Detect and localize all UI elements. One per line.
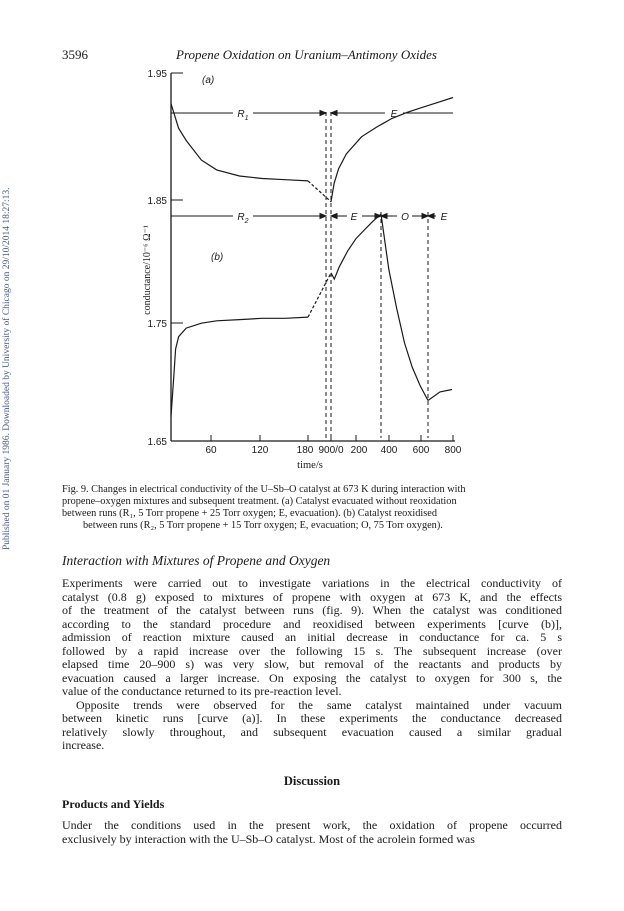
discussion-heading: Discussion <box>283 774 341 788</box>
y-tick-label: 1.65 <box>147 437 167 448</box>
x-tick-label: 60 <box>205 445 217 456</box>
curve-b-segment <box>171 317 308 416</box>
x-tick-label: 180 <box>296 445 314 456</box>
curve-b-segment <box>331 214 381 279</box>
phase-label-r2: $R_2$ <box>237 212 249 225</box>
text-line: Experiments were carried out to investigate variations in the electrical conductivity of <box>62 577 562 590</box>
section-heading: Interaction with Mixtures of Propene and Oxygen <box>62 553 331 568</box>
y-tick-label: 1.95 <box>147 69 167 80</box>
y-tick-label: 1.85 <box>147 196 167 207</box>
x-tick-label: 900/0 <box>318 445 344 456</box>
text-line: Under the conditions used in the present work, the oxidation of propene occurred <box>62 819 562 832</box>
text-line: followed by a rapid increase over the following 15 s. The subsequent increase (over <box>62 644 562 658</box>
x-axis-label: time/s <box>297 460 323 471</box>
x-tick-label: 200 <box>350 445 368 456</box>
x-tick-label: 800 <box>444 445 462 456</box>
x-ticks <box>211 435 453 441</box>
x-tick-label: 120 <box>251 445 269 456</box>
text-line: exclusively by interaction with the U–Sb–O catalyst. Most of the acrolein formed was <box>62 832 475 846</box>
phase-label-e: E <box>390 109 398 120</box>
text-line: value of the conductance returned to its pre-reaction level. <box>62 685 342 698</box>
phase-label-e-b1: E <box>350 212 358 223</box>
curve-b-segment <box>381 214 428 400</box>
phase-label-r1: $R_1$ <box>237 109 249 122</box>
y-axis-label: conductance/10⁻⁶ Ω⁻¹ <box>142 225 153 315</box>
figure-caption <box>62 484 562 532</box>
text-line: relatively slowly throughout, and subsequent evacuation caused a similar gradual <box>62 725 562 739</box>
text-line: between kinetic runs [curve (a)]. In these experiments the conductance decreased <box>62 712 562 725</box>
panel-a-label: (a) <box>202 75 215 86</box>
text-line: according to the standard procedure and reoxidised between experiments [curve (b)], <box>62 617 562 631</box>
x-tick-label: 600 <box>412 445 430 456</box>
text-line: increase. <box>62 739 105 752</box>
curve-a-segment <box>308 181 331 202</box>
text-line: evacuation caused a larger increase. On exposing the catalyst to oxygen for 300 s, the <box>62 671 562 685</box>
y-tick-label: 1.75 <box>147 319 167 330</box>
caption-line: propene–oxygen mixtures and subsequent treatment. (a) Catalyst evacuated without reoxidation <box>62 496 457 507</box>
section-body <box>62 577 562 753</box>
phase-guide-lines <box>326 112 428 438</box>
text-line: elapsed time 20–900 s) was very slow, but removal of the reactants and products by <box>62 658 562 671</box>
phase-label-o: O <box>401 212 409 223</box>
panel-b-label: (b) <box>211 252 224 263</box>
page-number: 3596 <box>62 47 88 62</box>
subheading: Products and Yields <box>62 797 165 811</box>
x-tick-label: 400 <box>380 445 398 456</box>
phase-label-e-b2: E <box>440 212 448 223</box>
text-line: admission of reaction mixture caused an initial decrease in conductance for ca. 5 s <box>62 631 562 644</box>
download-notice: Published on 01 January 1986. Downloaded by University of Chicago on 29/10/2014 18:27:13. <box>2 187 12 550</box>
discussion-body <box>62 819 562 846</box>
running-title: Propene Oxidation on Uranium–Antimony Oxides <box>176 47 437 62</box>
curve-b-segment <box>308 273 331 317</box>
caption-line: Fig. 9. Changes in electrical conductivity of the U–Sb–O catalyst at 673 K during interaction with <box>62 484 466 495</box>
phase-arrows-b <box>171 214 436 219</box>
text-line: Opposite trends were observed for the same catalyst maintained under vacuum <box>76 698 562 712</box>
caption-line: between runs (R₂, 5 Torr propene + 15 Torr oxygen; E, evacuation; O, 75 Torr oxygen). <box>83 520 443 531</box>
text-line: catalyst (0.8 g) exposed to mixtures of propene with oxygen at 673 K, and the effects <box>62 590 562 604</box>
curve-b-segment <box>428 390 452 401</box>
caption-line: between runs (R₁, 5 Torr propene + 25 Torr oxygen; E, evacuation). (b) Catalyst reoxidised <box>62 508 438 519</box>
text-line: of the treatment of the catalyst between runs (fig. 9). When the catalyst was conditioned <box>62 604 562 617</box>
